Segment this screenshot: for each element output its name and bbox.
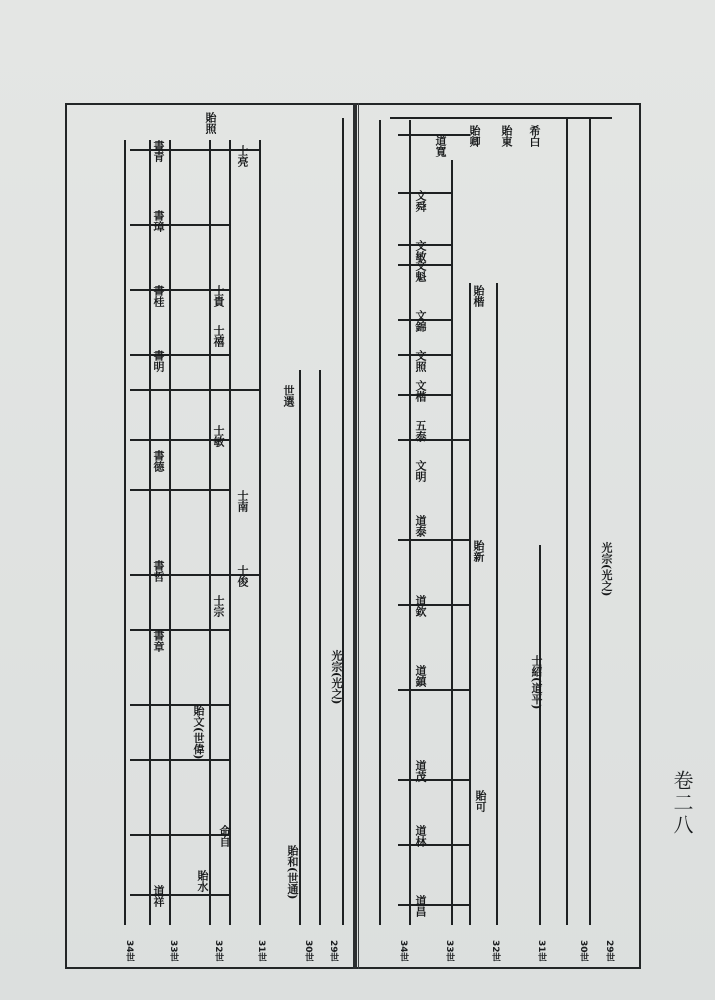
gen-label-31: 31世 <box>536 940 546 962</box>
node-name: 貽照 <box>204 112 217 134</box>
node-name: 光宗(光之) <box>600 542 613 597</box>
node-name: 士禧 <box>212 325 225 347</box>
node-name: 道鎮 <box>414 665 427 687</box>
node-name: 貽文(世偉) <box>192 705 205 760</box>
node-name: 士南 <box>236 490 249 512</box>
gen-label-33: 33世 <box>444 940 454 962</box>
node-name: 文敏 <box>414 240 427 262</box>
node-name: 士紹(道平) <box>530 655 543 710</box>
node-name: 希白 <box>528 125 541 147</box>
node-name: 士亮 <box>236 145 249 167</box>
gen-label-32-left: 32世 <box>213 940 223 962</box>
node-name: 道祥 <box>152 885 165 907</box>
node-name: 貽新 <box>472 540 485 562</box>
gen-label-33-left: 33世 <box>168 940 178 962</box>
page-number: 卷二八 <box>670 770 694 836</box>
node-name: 文楷 <box>414 380 427 402</box>
node-name: 道欽 <box>414 595 427 617</box>
node-name: 書德 <box>152 450 165 472</box>
node-name: 文明 <box>414 460 427 482</box>
node-name: 書青 <box>152 140 165 162</box>
node-name: 貽東 <box>500 125 513 147</box>
node-name: 書章 <box>152 630 165 652</box>
gen-label-32: 32世 <box>490 940 500 962</box>
gen-label-30-left: 30世 <box>303 940 313 962</box>
node-name: 士敏 <box>212 425 225 447</box>
gen-label-30: 30世 <box>578 940 588 962</box>
node-name: 文錦 <box>414 310 427 332</box>
node-name: 書桂 <box>152 285 165 307</box>
node-name: 道昌 <box>414 895 427 917</box>
node-name: 光宗(光之) <box>330 650 343 705</box>
node-name: 貽卿 <box>468 125 481 147</box>
node-name: 道泰 <box>414 515 427 537</box>
node-name: 文照 <box>414 350 427 372</box>
node-name: 士貴 <box>212 285 225 307</box>
node-name: 文魁 <box>414 260 427 282</box>
gen-label-29-left: 29世 <box>328 940 338 962</box>
gen-label-34: 34世 <box>398 940 408 962</box>
node-name: 道寬 <box>434 135 447 157</box>
node-name: 士宗 <box>212 595 225 617</box>
node-name: 道林 <box>414 825 427 847</box>
node-name: 五泰 <box>414 420 427 442</box>
node-name: 貽和(世通) <box>286 845 299 900</box>
node-name: 士俊 <box>236 565 249 587</box>
node-name: 貽楷 <box>472 285 485 307</box>
gen-label-31-left: 31世 <box>256 940 266 962</box>
node-name: 書哲 <box>152 560 165 582</box>
node-name: 書璋 <box>152 210 165 232</box>
node-name: 道茂 <box>414 760 427 782</box>
node-name: 貽水 <box>196 870 209 892</box>
node-name: 貽可 <box>474 790 487 812</box>
node-name: 書明 <box>152 350 165 372</box>
node-name: 命自 <box>218 825 231 847</box>
node-name: 世選 <box>282 385 295 407</box>
gen-label-34-left: 34世 <box>124 940 134 962</box>
gen-label-29: 29世 <box>604 940 614 962</box>
node-name: 文舜 <box>414 190 427 212</box>
